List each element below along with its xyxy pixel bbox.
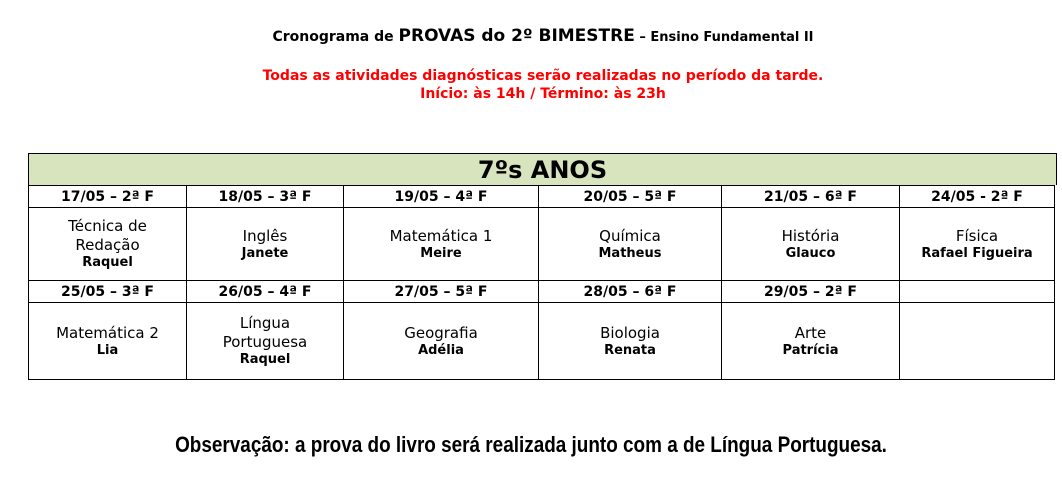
title-main: PROVAS do 2º BIMESTRE <box>398 26 635 46</box>
exam-teacher: Adélia <box>418 342 464 358</box>
exam-teacher: Meire <box>420 245 462 261</box>
exam-subject-line2: Portuguesa <box>222 333 308 351</box>
exam-subject: História <box>781 226 840 245</box>
exam-cell <box>900 208 1055 281</box>
subject-row <box>29 208 1055 281</box>
exam-teacher: Renata <box>604 342 656 358</box>
title-suffix: – Ensino Fundamental II <box>634 30 814 45</box>
notice-line-1: Todas as atividades diagnósticas serão realizadas no período da tarde. <box>262 68 824 84</box>
exam-cell <box>539 303 722 380</box>
exam-date-empty <box>900 281 1055 303</box>
exam-teacher: Patrícia <box>782 342 839 358</box>
exam-teacher: Glauco <box>785 245 836 261</box>
exam-subject: Biologia <box>600 323 660 342</box>
exam-teacher: Lia <box>96 342 119 358</box>
exam-date: 29/05 – 2ª F <box>722 281 900 303</box>
exam-teacher: Raquel <box>239 352 291 367</box>
exam-subject-line2: Redação <box>75 236 140 254</box>
exam-cell-empty <box>900 303 1055 380</box>
title-prefix: Cronograma de <box>272 29 399 45</box>
exam-cell <box>344 208 539 281</box>
exam-subject: Língua <box>239 314 291 332</box>
exam-schedule-table <box>28 185 1055 380</box>
date-row <box>29 281 1055 303</box>
exam-date: 28/05 – 6ª F <box>539 281 722 303</box>
exam-date: 25/05 – 3ª F <box>29 281 187 303</box>
exam-subject: Técnica de <box>68 217 147 235</box>
document-title <box>0 26 1062 46</box>
exam-cell <box>29 208 187 281</box>
exam-teacher: Rafael Figueira <box>921 245 1033 261</box>
exam-subject: Geografia <box>404 323 478 342</box>
exam-subject: Arte <box>794 323 827 342</box>
exam-subject: Química <box>599 226 661 245</box>
exam-subject: Inglês <box>242 226 288 245</box>
exam-cell <box>344 303 539 380</box>
schedule-notice <box>0 67 1062 103</box>
exam-teacher: Raquel <box>82 255 133 270</box>
exam-date: 19/05 – 4ª F <box>344 186 539 208</box>
exam-cell <box>722 208 900 281</box>
notice-line-2: Início: às 14h / Término: às 23h <box>420 86 666 102</box>
exam-date: 24/05 - 2ª F <box>900 186 1055 208</box>
exam-cell <box>187 303 344 380</box>
exam-cell <box>187 208 344 281</box>
exam-cell <box>722 303 900 380</box>
exam-subject: Física <box>955 226 999 245</box>
observation-note: Observação: a prova do livro será realizada junto com a de Língua Portuguesa. <box>175 432 887 457</box>
exam-subject: Matemática 1 <box>389 226 493 245</box>
exam-date: 17/05 – 2ª F <box>29 186 187 208</box>
exam-date: 27/05 – 5ª F <box>344 281 539 303</box>
exam-date: 20/05 – 5ª F <box>539 186 722 208</box>
exam-cell <box>539 208 722 281</box>
subject-row <box>29 303 1055 380</box>
grade-header: 7ºs ANOS <box>28 153 1057 185</box>
exam-date: 21/05 – 6ª F <box>722 186 900 208</box>
date-row <box>29 186 1055 208</box>
exam-date: 26/05 – 4ª F <box>187 281 344 303</box>
exam-teacher: Janete <box>241 245 289 261</box>
exam-cell <box>29 303 187 380</box>
exam-date: 18/05 – 3ª F <box>187 186 344 208</box>
exam-teacher: Matheus <box>598 245 662 261</box>
exam-subject: Matemática 2 <box>56 323 159 342</box>
